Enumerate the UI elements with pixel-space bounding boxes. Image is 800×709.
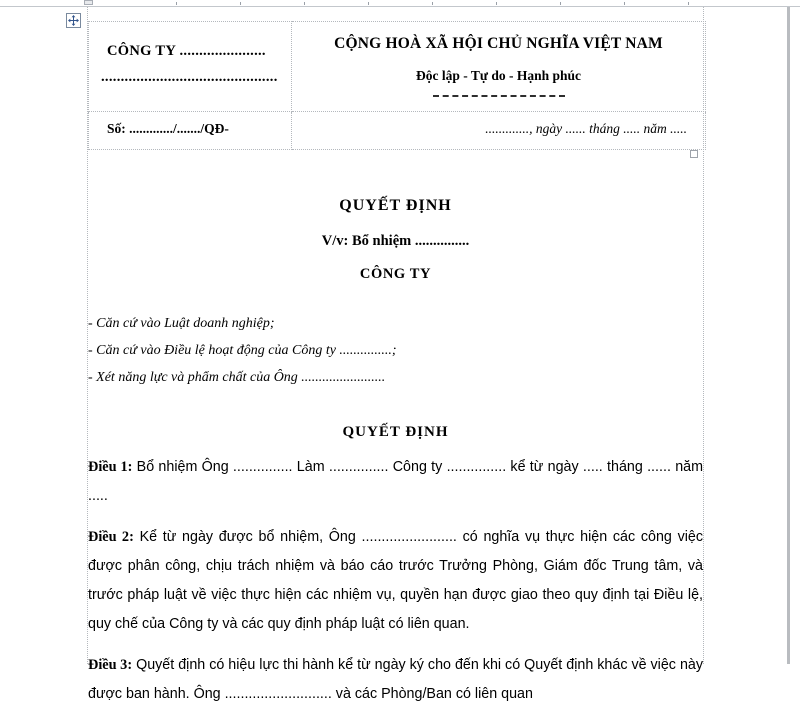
national-heading-cell[interactable] bbox=[292, 22, 706, 112]
national-title: CỘNG HOÀ XÃ HỘI CHỦ NGHĨA VIỆT NAM bbox=[334, 35, 663, 52]
ruler-tick bbox=[240, 2, 241, 5]
ruler-tick bbox=[688, 2, 689, 5]
company-name-line-2: ............................................. bbox=[101, 69, 278, 85]
ruler-tick bbox=[624, 2, 625, 5]
article-1-label: Điều 1: bbox=[88, 459, 133, 475]
document-page bbox=[0, 7, 790, 702]
document-subject: V/v: Bổ nhiệm ............... bbox=[321, 233, 470, 249]
article-3-text: Quyết định có hiệu lực thi hành kể từ ngày ký cho đến khi có Quyết định khác về việc này được ban hành. Ông ........................... và các Phòng/Ban có liên quan bbox=[88, 657, 703, 702]
legal-basis-block bbox=[88, 310, 703, 391]
ruler-tick bbox=[496, 2, 497, 5]
ruler-tick bbox=[368, 2, 369, 5]
decision-heading: QUYẾT ĐỊNH bbox=[342, 424, 449, 440]
ruler-tick bbox=[432, 2, 433, 5]
document-date-cell[interactable] bbox=[292, 112, 706, 150]
document-number-cell[interactable] bbox=[89, 112, 292, 150]
legal-basis-item: - Căn cứ vào Điều lệ hoạt động của Công ty ...............; bbox=[88, 343, 397, 358]
document-header-table bbox=[88, 21, 706, 150]
horizontal-ruler[interactable] bbox=[0, 0, 800, 7]
page-title: QUYẾT ĐỊNH bbox=[339, 197, 452, 214]
ruler-tick bbox=[560, 2, 561, 5]
legal-basis-item: - Xét năng lực và phẩm chất của Ông ........................ bbox=[88, 370, 386, 385]
article-2 bbox=[88, 523, 703, 639]
resize-handle[interactable] bbox=[690, 150, 698, 158]
document-number-text: Số: ............./......./QĐ- bbox=[107, 121, 229, 136]
ruler-tick bbox=[176, 2, 177, 5]
table-row bbox=[89, 22, 706, 112]
move-icon[interactable] bbox=[66, 13, 81, 28]
document-date-text: ............., ngày ...... tháng ..... năm ..... bbox=[485, 121, 687, 136]
legal-basis-item: - Căn cứ vào Luật doanh nghiệp; bbox=[88, 316, 275, 331]
article-1 bbox=[88, 453, 703, 511]
article-2-label: Điều 2: bbox=[88, 529, 134, 545]
ruler-tick bbox=[304, 2, 305, 5]
document-body bbox=[88, 197, 703, 709]
company-name-line-1: CÔNG TY ...................... bbox=[107, 43, 266, 59]
national-motto: Độc lập - Tự do - Hạnh phúc bbox=[415, 68, 582, 83]
table-row bbox=[89, 112, 706, 150]
motto-divider bbox=[433, 95, 565, 97]
article-2-text: Kể từ ngày được bổ nhiệm, Ông ........................ có nghĩa vụ thực hiện các công việc được phân công, chịu trách nhiệm và báo cáo trước Trưởng Phòng, Giám đốc Trung tâm, và trước pháp luật về việc thực hiện các nhiệm vụ, quyền hạn được giao theo quy định tại Điều lệ, quy chế của Công ty và các quy định pháp luật có liên quan. bbox=[88, 529, 704, 632]
article-1-text: Bổ nhiệm Ông ............... Làm ............... Công ty ............... kể từ ngày ..... tháng ...... năm ..... bbox=[88, 459, 704, 504]
company-name-cell[interactable] bbox=[89, 22, 292, 112]
article-3 bbox=[88, 651, 703, 709]
article-3-label: Điều 3: bbox=[88, 657, 133, 673]
document-company-title: CÔNG TY bbox=[359, 266, 432, 282]
indent-marker-icon[interactable] bbox=[84, 0, 93, 5]
